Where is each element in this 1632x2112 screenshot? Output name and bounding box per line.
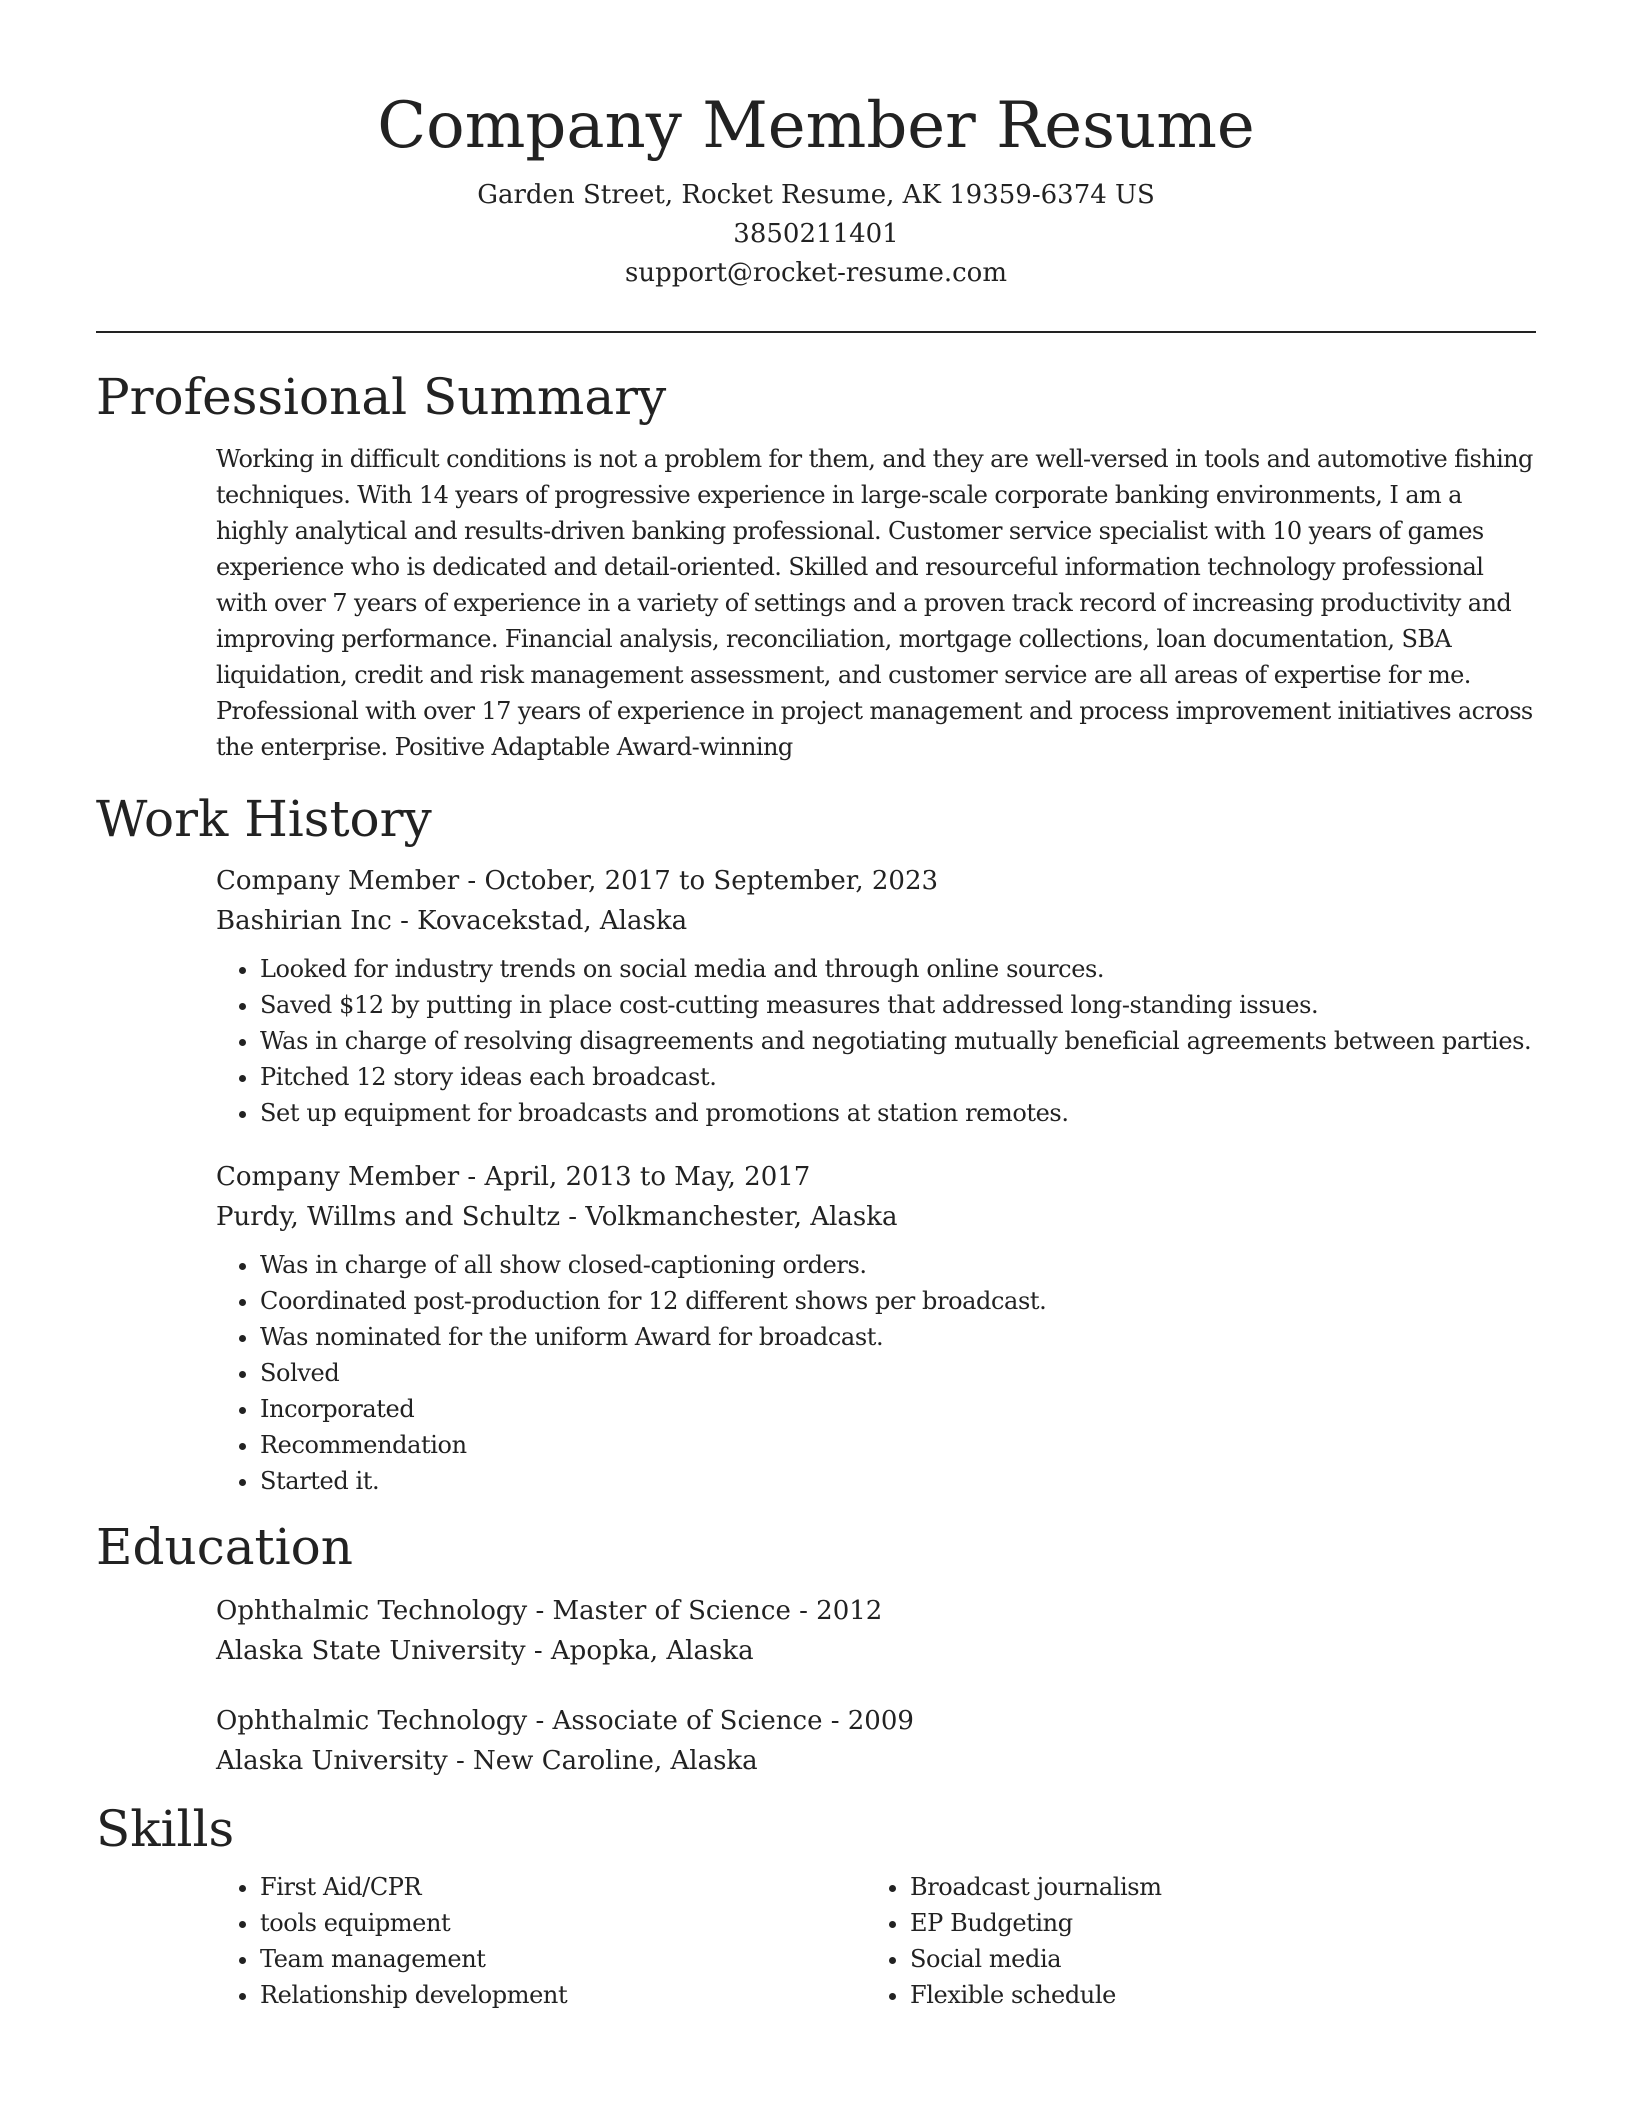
job-bullets bbox=[216, 951, 1536, 1131]
summary-text: Working in difficult conditions is not a problem for them, and they are well-versed in tools and automotive fishing techniques. With 14 years of progressive experience in large-scale corporate banking environments, I am a highly analytical and results-driven banking professional. Customer service specialist with 10 years of games experience who is dedicated and detail-oriented. Skilled and resourceful information technology professional with over 7 years of experience in a variety of settings and a proven track record of increasing productivity and improving performance. Financial analysis, reconciliation, mortgage collections, loan documentation, SBA liquidation, credit and risk management assessment, and customer service are all areas of expertise for me. Professional with over 17 years of experience in project management and process improvement initiatives across the enterprise. Positive Adaptable Award-winning bbox=[216, 445, 1533, 761]
list-item: • Was nominated for the uniform Award for broadcast. bbox=[260, 1319, 1536, 1355]
education-year: - 2009 bbox=[822, 1706, 914, 1736]
list-item: • Incorporated bbox=[260, 1391, 1536, 1427]
list-item: • Team management bbox=[260, 1941, 866, 1977]
job-entry bbox=[216, 861, 1536, 1131]
skills-grid bbox=[216, 1869, 1536, 2013]
list-item: • Was in charge of all show closed-captioning orders. bbox=[260, 1247, 1536, 1283]
education-school-line bbox=[216, 1631, 1536, 1671]
job-title-line bbox=[216, 1157, 1536, 1197]
contact-address: Garden Street, Rocket Resume, AK 19359-6374 US bbox=[477, 180, 1155, 210]
job-dates: - October, 2017 to September, 2023 bbox=[459, 866, 939, 896]
education-degree: - Associate of Science bbox=[527, 1706, 823, 1736]
education-degree: - Master of Science bbox=[527, 1596, 791, 1626]
education-location: - Apopka, Alaska bbox=[525, 1636, 754, 1666]
contact-block bbox=[96, 176, 1536, 293]
education-entry bbox=[216, 1591, 1536, 1671]
education-degree-line bbox=[216, 1701, 1536, 1741]
contact-phone: 3850211401 bbox=[733, 219, 899, 249]
list-item: • Saved $12 by putting in place cost-cutting measures that addressed long-standing issues. bbox=[260, 987, 1536, 1023]
job-company: Bashirian Inc bbox=[216, 906, 392, 936]
header-divider bbox=[96, 331, 1536, 333]
education-location: - New Caroline, Alaska bbox=[447, 1746, 758, 1776]
education-section bbox=[96, 1517, 1536, 1781]
job-title-line bbox=[216, 861, 1536, 901]
job-title: Company Member bbox=[216, 866, 460, 896]
summary-heading: Professional Summary bbox=[96, 368, 667, 426]
job-company-line bbox=[216, 901, 1536, 941]
resume-page bbox=[96, 0, 1536, 2013]
education-school: Alaska State University bbox=[216, 1636, 526, 1666]
list-item: • Coordinated post-production for 12 different shows per broadcast. bbox=[260, 1283, 1536, 1319]
list-item: • tools equipment bbox=[260, 1905, 866, 1941]
list-item: • Recommendation bbox=[260, 1427, 1536, 1463]
education-heading: Education bbox=[96, 1518, 353, 1576]
education-year: - 2012 bbox=[790, 1596, 883, 1626]
skills-list bbox=[866, 1869, 1516, 2013]
resume-title: Company Member Resume bbox=[377, 89, 1255, 163]
job-bullets bbox=[216, 1247, 1536, 1499]
contact-email: support@rocket-resume.com bbox=[624, 258, 1007, 288]
skills-section bbox=[96, 1799, 1536, 2013]
education-school: Alaska University bbox=[216, 1746, 448, 1776]
education-field: Ophthalmic Technology bbox=[216, 1706, 528, 1736]
job-title: Company Member bbox=[216, 1162, 460, 1192]
list-item: • Looked for industry trends on social media and through online sources. bbox=[260, 951, 1536, 987]
list-item: • Was in charge of resolving disagreements and negotiating mutually beneficial agreements between parties. bbox=[260, 1023, 1536, 1059]
job-location: - Kovacekstad, Alaska bbox=[391, 906, 688, 936]
job-entry bbox=[216, 1157, 1536, 1499]
list-item: • First Aid/CPR bbox=[260, 1869, 866, 1905]
list-item: • Pitched 12 story ideas each broadcast. bbox=[260, 1059, 1536, 1095]
resume-header bbox=[96, 0, 1536, 293]
list-item: • Broadcast journalism bbox=[910, 1869, 1516, 1905]
work-heading: Work History bbox=[96, 790, 432, 848]
skills-list bbox=[216, 1869, 866, 2013]
job-location: - Volkmanchester, Alaska bbox=[560, 1202, 898, 1232]
job-company: Purdy, Willms and Schultz bbox=[216, 1202, 561, 1232]
job-dates: - April, 2013 to May, 2017 bbox=[459, 1162, 811, 1192]
work-section bbox=[96, 789, 1536, 1499]
list-item: • EP Budgeting bbox=[910, 1905, 1516, 1941]
education-entry bbox=[216, 1701, 1536, 1781]
education-field: Ophthalmic Technology bbox=[216, 1596, 528, 1626]
education-school-line bbox=[216, 1741, 1536, 1781]
job-company-line bbox=[216, 1197, 1536, 1237]
summary-section bbox=[96, 367, 1536, 765]
list-item: • Solved bbox=[260, 1355, 1536, 1391]
skills-column-right bbox=[866, 1869, 1516, 2013]
list-item: • Started it. bbox=[260, 1463, 1536, 1499]
list-item: • Set up equipment for broadcasts and promotions at station remotes. bbox=[260, 1095, 1536, 1131]
education-degree-line bbox=[216, 1591, 1536, 1631]
list-item: • Flexible schedule bbox=[910, 1977, 1516, 2013]
skills-column-left bbox=[216, 1869, 866, 2013]
list-item: • Social media bbox=[910, 1941, 1516, 1977]
skills-heading: Skills bbox=[96, 1800, 235, 1858]
list-item: • Relationship development bbox=[260, 1977, 866, 2013]
